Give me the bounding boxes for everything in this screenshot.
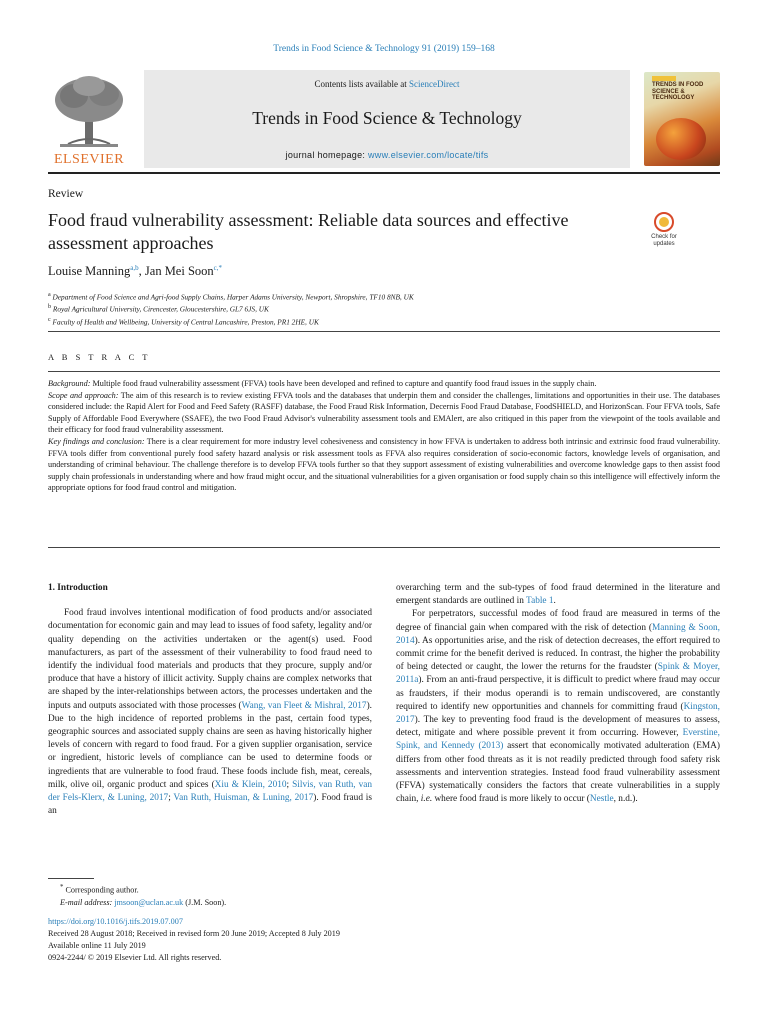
check-updates-label: Check for updates (651, 234, 677, 247)
paragraph-text: ). As opportunities arise, and the risk of detection decreases, the effort required to commit crime for the benefit derived is reduced. In contrast, the higher the probability of being detected or caught, the lower the returns for the fraudster ( (396, 635, 720, 673)
paragraph (48, 607, 372, 818)
footnote-text: (J.M. Soon). (183, 897, 227, 907)
article-type: Review (48, 188, 84, 200)
paragraph-text: , n.d.). (613, 794, 638, 805)
abstract-bottom-rule (48, 547, 720, 548)
citation-link[interactable]: Van Ruth, Huisman, & Luning, 2017 (173, 793, 314, 804)
cover-tag (652, 76, 676, 81)
table-link[interactable]: Table 1 (526, 596, 554, 607)
paragraph-text: Food fraud involves intentional modification of food products and/or associated documentation for economic gain and may lead to issues of food safety, legality and/or quality depending on the activities undertaken or the agent(s) used. Food manufacturers, as part of the assessment of their vulnerability to food fraud need to identify the individual food materials and products that they procure, supply and/or produce that have a history of illicit activity. Supply chains are complex networks that are shaped by the inter-relationships between actors, the processes undertaken and the inputs and outputs associated with those processes ( (48, 608, 372, 711)
footnote (48, 882, 226, 909)
paragraph-text: i.e. (420, 794, 433, 805)
citation-link[interactable]: Spink & Moyer, 2011a (396, 662, 720, 686)
cover-title: TRENDS IN FOOD SCIENCE & TECHNOLOGY (652, 82, 704, 101)
journal-header (48, 70, 720, 168)
email-link[interactable]: jmsoon@uclan.ac.uk (114, 897, 184, 907)
email-note (48, 897, 226, 909)
elsevier-wordmark: ELSEVIER (53, 152, 125, 167)
journal-title: Trends in Food Science & Technology (252, 108, 522, 128)
body-column-right (396, 582, 720, 806)
homepage-link[interactable]: www.elsevier.com/locate/tifs (368, 150, 489, 160)
received-dates: Received 28 August 2018; Received in revised form 20 June 2019; Accepted 8 July 2019 (48, 929, 340, 938)
paragraph-text: ). The key to preventing food fraud is the development of measures to assess, detect, mitigate and where possible prevent it from occurring. However, (396, 715, 720, 739)
abstract-background (48, 378, 720, 390)
sciencedirect-link[interactable]: ScienceDirect (409, 79, 460, 89)
affiliations (48, 290, 414, 327)
corresponding-author-note (48, 882, 226, 897)
paragraph-text: overarching term and the sub-types of food fraud determined in the literature and emergent standards are outlined in (396, 583, 720, 607)
citation-link[interactable]: Trends in Food Science & Technology 91 (2019) 159–168 (273, 44, 495, 54)
check-updates-bookmark-icon (659, 217, 669, 227)
article-title: Food fraud vulnerability assessment: Reliable data sources and effective assessment approaches (48, 210, 569, 253)
abstract-label: Scope and approach: (48, 390, 119, 400)
footnote-text: Corresponding author. (63, 885, 139, 895)
paragraph-text: . (553, 596, 556, 607)
citation-link[interactable]: Kingston, 2017 (396, 701, 720, 726)
abstract-body (48, 378, 720, 494)
cover-fruit-image (656, 118, 706, 160)
affiliation-text: Royal Agricultural University, Cirencester, Gloucestershire, GL7 6JS, UK (52, 304, 269, 314)
paragraph-text: ). From an anti-fraud perspective, it is difficult to predict where fraud may occur as fraudsters, if their modus operandi is to remain undiscovered, are constantly required to identify new opportunities and channels for committing fraud ( (396, 675, 720, 712)
paragraph-text: assert that economically motivated adulteration (EMA) differs from other food threats as it is not readily predicted through food safety risk assessments and intervention strategies. Instead food fraud vulnerability assessment (FFVA) systematically considers the factors that create vulnerabilities in a supply chain, (396, 741, 720, 805)
check-for-updates-button[interactable] (646, 212, 682, 252)
affiliation-mark: a (48, 292, 51, 298)
elsevier-tree-logo (48, 74, 130, 166)
affiliation-item (48, 302, 414, 314)
paragraph (396, 582, 720, 608)
footnote-rule (48, 878, 94, 879)
paragraph-text: ). Food fraud is an (48, 793, 372, 817)
affiliation-item (48, 290, 414, 302)
affiliation-text: Faculty of Health and Wellbeing, University of Central Lancashire, Preston, PR1 2HE, UK (52, 317, 319, 327)
header-rule (48, 172, 720, 174)
paragraph-text: ; (168, 793, 174, 804)
paragraph-text: For perpetrators, successful modes of food fraud are measured in terms of the degree of financial gain when compared with the risk of detection ( (396, 609, 720, 633)
abstract-label: Key findings and conclusion: (48, 436, 145, 446)
abstract-text: The aim of this research is to review existing FFVA tools and the databases that underpin them and consider the challenges, limitations and opportunities in their use. The databases considered include: the Rapid Alert for Food and Feed Safety (RASFF) database, the Food Fraud Risk Information, Decernis Food Fraud Database, FoodSHIELD, and HorizonScan. Four FFVA tools, Safe Supply of Affordable Food Everywhere (SSAFE), the two Food Fraud Advisor's vulnerability assessment tools and EMAlert, are also critiqued in this paper from the viewpoint of the tools available and their efficacy for food fraud vulnerability assessment. (48, 390, 720, 435)
author-separator: , (138, 264, 145, 279)
affiliation-text: Department of Food Science and Agri-food Supply Chains, Harper Adams University, Newport, Shropshire, TF10 8NB, UK (52, 292, 414, 302)
citation-link[interactable]: Everstine, Spink, and Kennedy (2013) (396, 728, 720, 752)
contents-prefix: Contents lists available at (314, 79, 409, 89)
homepage-prefix: journal homepage: (285, 150, 368, 160)
affiliation-mark: c (48, 316, 51, 323)
author-affiliation-link[interactable]: a,b (130, 264, 139, 272)
homepage-line (144, 150, 630, 160)
affiliation-rule (48, 331, 720, 332)
body-column-left (48, 582, 372, 818)
citation-link[interactable]: Silvis, van Ruth, van der Fels-Klerx, & Luning, 2017 (48, 779, 372, 804)
journal-banner (144, 70, 630, 168)
publication-info (48, 916, 340, 964)
paragraph-text: ). Due to the high incidence of reported problems in the past, certain food types, geographic sources and associated supply chains are seen as having historically higher levels of concern with regard to food fraud. For a given supplier organisation, service or ingredient, historic levels of compliance can be used to determine foods or ingredients that are vulnerable to food fraud. These foods include fish, meat, cereals, milk, olive oil, organic product and spices ( (48, 700, 372, 790)
abstract-scope (48, 390, 720, 436)
doi-link[interactable]: https://doi.org/10.1016/j.tifs.2019.07.007 (48, 917, 183, 926)
citation-link[interactable]: Nestle (589, 794, 614, 805)
affiliation-mark: b (48, 304, 52, 311)
email-label: E-mail address: (60, 897, 113, 907)
author-name: Louise Manning (48, 264, 131, 279)
author-name: Jan Mei Soon (144, 264, 214, 279)
journal-cover-image (644, 72, 720, 166)
paragraph-text: ; (286, 779, 293, 790)
contents-line (144, 79, 630, 89)
author-affiliation-link[interactable]: c,* (213, 264, 223, 272)
abstract-text: There is a clear requirement for more industry level cohesiveness and consistency in how FFVA is undertaken to address both intrinsic and extrinsic food fraud vulnerability. FFVA tools differ from conventional purely food safety hazard analysis or risk assessment tools as FFVA also requires consideration of socio-economic factors, knowledge levels of organisation, and understanding of criminal behaviour. The challenge therefore is to develop FFVA tools further so that they support assessment of existing vulnerabilities and overcome knowledge gaps to then assist food supply chain professionals in understanding where and how fraud might occur, and the situational vulnerabilities for a given organisation or food supply chain so this intelligence will effectively inform the appropriate options for food fraud control and mitigation. (48, 436, 720, 493)
affiliation-item (48, 315, 414, 327)
copyright-line: 0924-2244/ © 2019 Elsevier Ltd. All rights reserved. (48, 953, 222, 962)
journal-citation[interactable] (0, 44, 768, 54)
paragraph-text: where food fraud is more likely to occur ( (432, 794, 590, 805)
online-date: Available online 11 July 2019 (48, 941, 146, 950)
abstract-heading: A B S T R A C T (48, 352, 151, 362)
abstract-findings (48, 436, 720, 494)
section-heading: 1. Introduction (48, 583, 108, 593)
citation-link[interactable]: Xiu & Klein, 2010 (214, 779, 287, 790)
footnote-mark: * (60, 884, 64, 891)
citation-link[interactable]: Manning & Soon, 2014 (396, 622, 720, 646)
abstract-label: Background: (48, 379, 91, 388)
citation-link[interactable]: Wang, van Fleet & Mishral, 2017 (241, 700, 367, 711)
abstract-text: Multiple food fraud vulnerability assessment (FFVA) tools have been developed and refined to capture and quantify food fraud issues in the supply chain. (90, 379, 597, 388)
abstract-top-rule (48, 371, 720, 372)
author-list (48, 264, 222, 279)
paragraph (396, 608, 720, 806)
